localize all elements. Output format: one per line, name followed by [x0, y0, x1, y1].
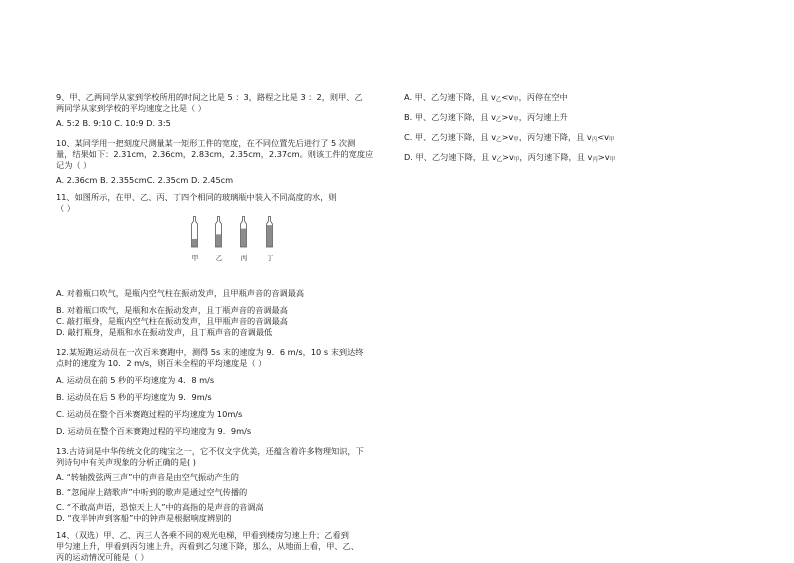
bottle-label-bing: 丙	[240, 254, 248, 262]
q13-stem-line2: 列诗句中有关声现象的分析正确的是( )	[56, 457, 196, 467]
bottle-label-ding: 丁	[266, 254, 274, 262]
q14-stem-line2: 甲匀速上升，甲看到丙匀速上升，丙看到乙匀速下降，那么，从地面上看，甲、乙、	[56, 541, 359, 551]
q9-stem-line1: 9、甲、乙两同学从家到学校所用的时间之比是 5 ：3，路程之比是 3 ：2，则甲、乙	[56, 92, 363, 102]
q14-option-d: D. 甲、乙匀速下降，且 v乙>v甲，丙匀速下降，且 v丙>v甲	[404, 152, 616, 163]
bottle-label-yi: 乙	[215, 254, 223, 262]
q11-option-c: C. 敲打瓶身，是瓶内空气柱在振动发声，且甲瓶声音的音调最高	[56, 316, 288, 326]
bottle-yi	[215, 216, 222, 248]
q13-option-a: A. “转轴拨弦两三声”中的声音是由空气振动产生的	[56, 472, 239, 482]
q10-stem-line3: 记为（ ）	[56, 160, 92, 170]
q13-option-c: C. “不敢高声语，恐惊天上人”中的高指的是声音的音调高	[56, 502, 264, 512]
q13-option-d: D. “夜半钟声到客船”中的钟声是根据响度辨别的	[56, 513, 232, 523]
q10-options: A. 2.36cm B. 2.355cmC. 2.35cm D. 2.45cm	[56, 175, 234, 185]
q14-stem-line3: 丙的运动情况可能是（ ）	[56, 552, 149, 562]
q9-stem-line2: 两同学从家到学校的平均速度之比是（ ）	[56, 103, 206, 113]
bottle-figure	[189, 216, 319, 266]
q11-stem-line1: 11、如图所示，在甲、乙、丙、丁四个相同的玻璃瓶中装入不同高度的水，则	[56, 192, 337, 202]
q11-option-a: A. 对着瓶口吹气，是瓶内空气柱在振动发声，且甲瓶声音的音调最高	[56, 288, 305, 298]
q14-option-a: A. 甲、乙匀速下降，且 v乙<v甲，丙停在空中	[404, 92, 568, 103]
q12-option-a: A. 运动员在前 5 秒的平均速度为 4．8 m/s	[56, 375, 215, 385]
q12-option-b: B. 运动员在后 5 秒的平均速度为 9．9m/s	[56, 392, 212, 402]
q12-stem-line1: 12.某短跑运动员在一次百米赛跑中，测得 5s 末的速度为 9．6 m/s，10 s 末到达终	[56, 347, 364, 357]
left-column	[56, 92, 396, 563]
q13-option-b: B. “忽闻岸上踏歌声”中听到的歌声是通过空气传播的	[56, 487, 248, 497]
bottle-water	[216, 234, 221, 247]
q11-stem-line2: （ ）	[56, 203, 75, 213]
bottle-water	[192, 239, 197, 247]
q14-option-c: C. 甲、乙匀速下降，且 v乙>v甲，丙匀速下降，且 v丙<v甲	[404, 132, 615, 143]
q14-option-b: B. 甲、乙匀速下降，且 v乙>v甲，丙匀速上升	[404, 112, 568, 123]
q10-stem-line2: 量，结果如下：2.31cm，2.36cm，2.83cm，2.35cm，2.37cm。则该工件的宽度应	[56, 149, 374, 159]
q12-option-d: D. 运动员在整个百米赛跑过程的平均速度为 9．9m/s	[56, 426, 252, 436]
bottle-jia	[191, 216, 198, 248]
bottle-label-jia: 甲	[191, 254, 199, 262]
q14-stem-line1: 14、（双选）甲、乙、丙三人各乘不同的观光电梯，甲看到楼房匀速上升；乙看到	[56, 530, 349, 540]
right-column	[404, 92, 724, 172]
bottle-ding	[266, 216, 273, 248]
bottle-bing	[240, 216, 247, 248]
q10-stem-line1: 10、某同学用一把刻度尺测量某一矩形工件的宽度，在不同位置先后进行了 5 次测	[56, 138, 356, 148]
bottle-water	[241, 229, 246, 247]
q13-stem-line1: 13.古诗词是中华传统文化的瑰宝之一，它不仅文字优美，还蕴含着许多物理知识，下	[56, 446, 364, 456]
q12-stem-line2: 点时的速度为 10．2 m/s，则百米全程的平均速度是（ ）	[56, 358, 267, 368]
q12-option-c: C. 运动员在整个百米赛跑过程的平均速度为 10m/s	[56, 409, 243, 419]
q9-options: A. 5:2 B. 9:10 C. 10:9 D. 3:5	[56, 118, 171, 128]
bottle-water	[267, 225, 272, 247]
q11-option-b: B. 对着瓶口吹气，是瓶和水在振动发声，且丁瓶声音的音调最高	[56, 305, 288, 315]
q11-option-d: D. 敲打瓶身，是瓶和水在振动发声，且丁瓶声音的音调最低	[56, 327, 273, 337]
